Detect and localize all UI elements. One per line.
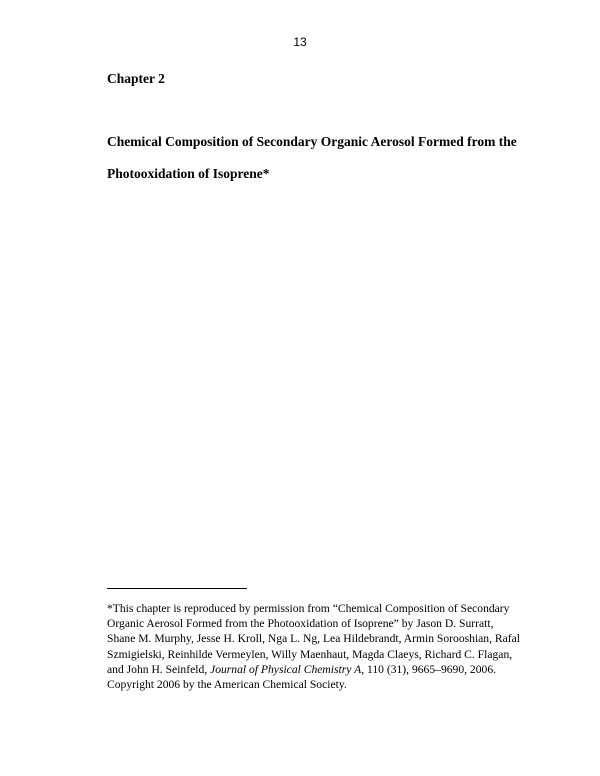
footnote-line: Shane M. Murphy, Jesse H. Kroll, Nga L. Ng, Lea Hildebrandt, Armin Sorooshian, Rafal: [107, 632, 521, 646]
page-number: 13: [293, 35, 307, 49]
footnote-line: Szmigielski, Reinhilde Vermeylen, Willy Maenhaut, Magda Claeys, Richard C. Flagan,: [107, 647, 513, 661]
footnote: [107, 601, 547, 692]
copyright-line: Copyright 2006 by the American Chemical Society.: [107, 678, 347, 692]
chapter-title-line-1: Chemical Composition of Secondary Organic Aerosol Formed from the: [107, 134, 517, 149]
chapter-title-line-2: Photooxidation of Isoprene*: [107, 166, 270, 181]
journal-name: Journal of Physical Chemistry A: [210, 662, 362, 676]
footnote-citation-prefix: and John H. Seinfeld,: [107, 662, 211, 676]
footnote-citation-suffix: , 110 (31), 9665–9690, 2006.: [361, 662, 497, 676]
footnote-separator: [107, 588, 247, 589]
footnote-citation-line: [107, 662, 547, 677]
footnote-line: *This chapter is reproduced by permission from “Chemical Composition of Secondary: [107, 602, 510, 615]
chapter-label: Chapter 2: [107, 71, 165, 86]
footnote-line: Organic Aerosol Formed from the Photooxidation of Isoprene” by Jason D. Surratt,: [107, 617, 494, 631]
